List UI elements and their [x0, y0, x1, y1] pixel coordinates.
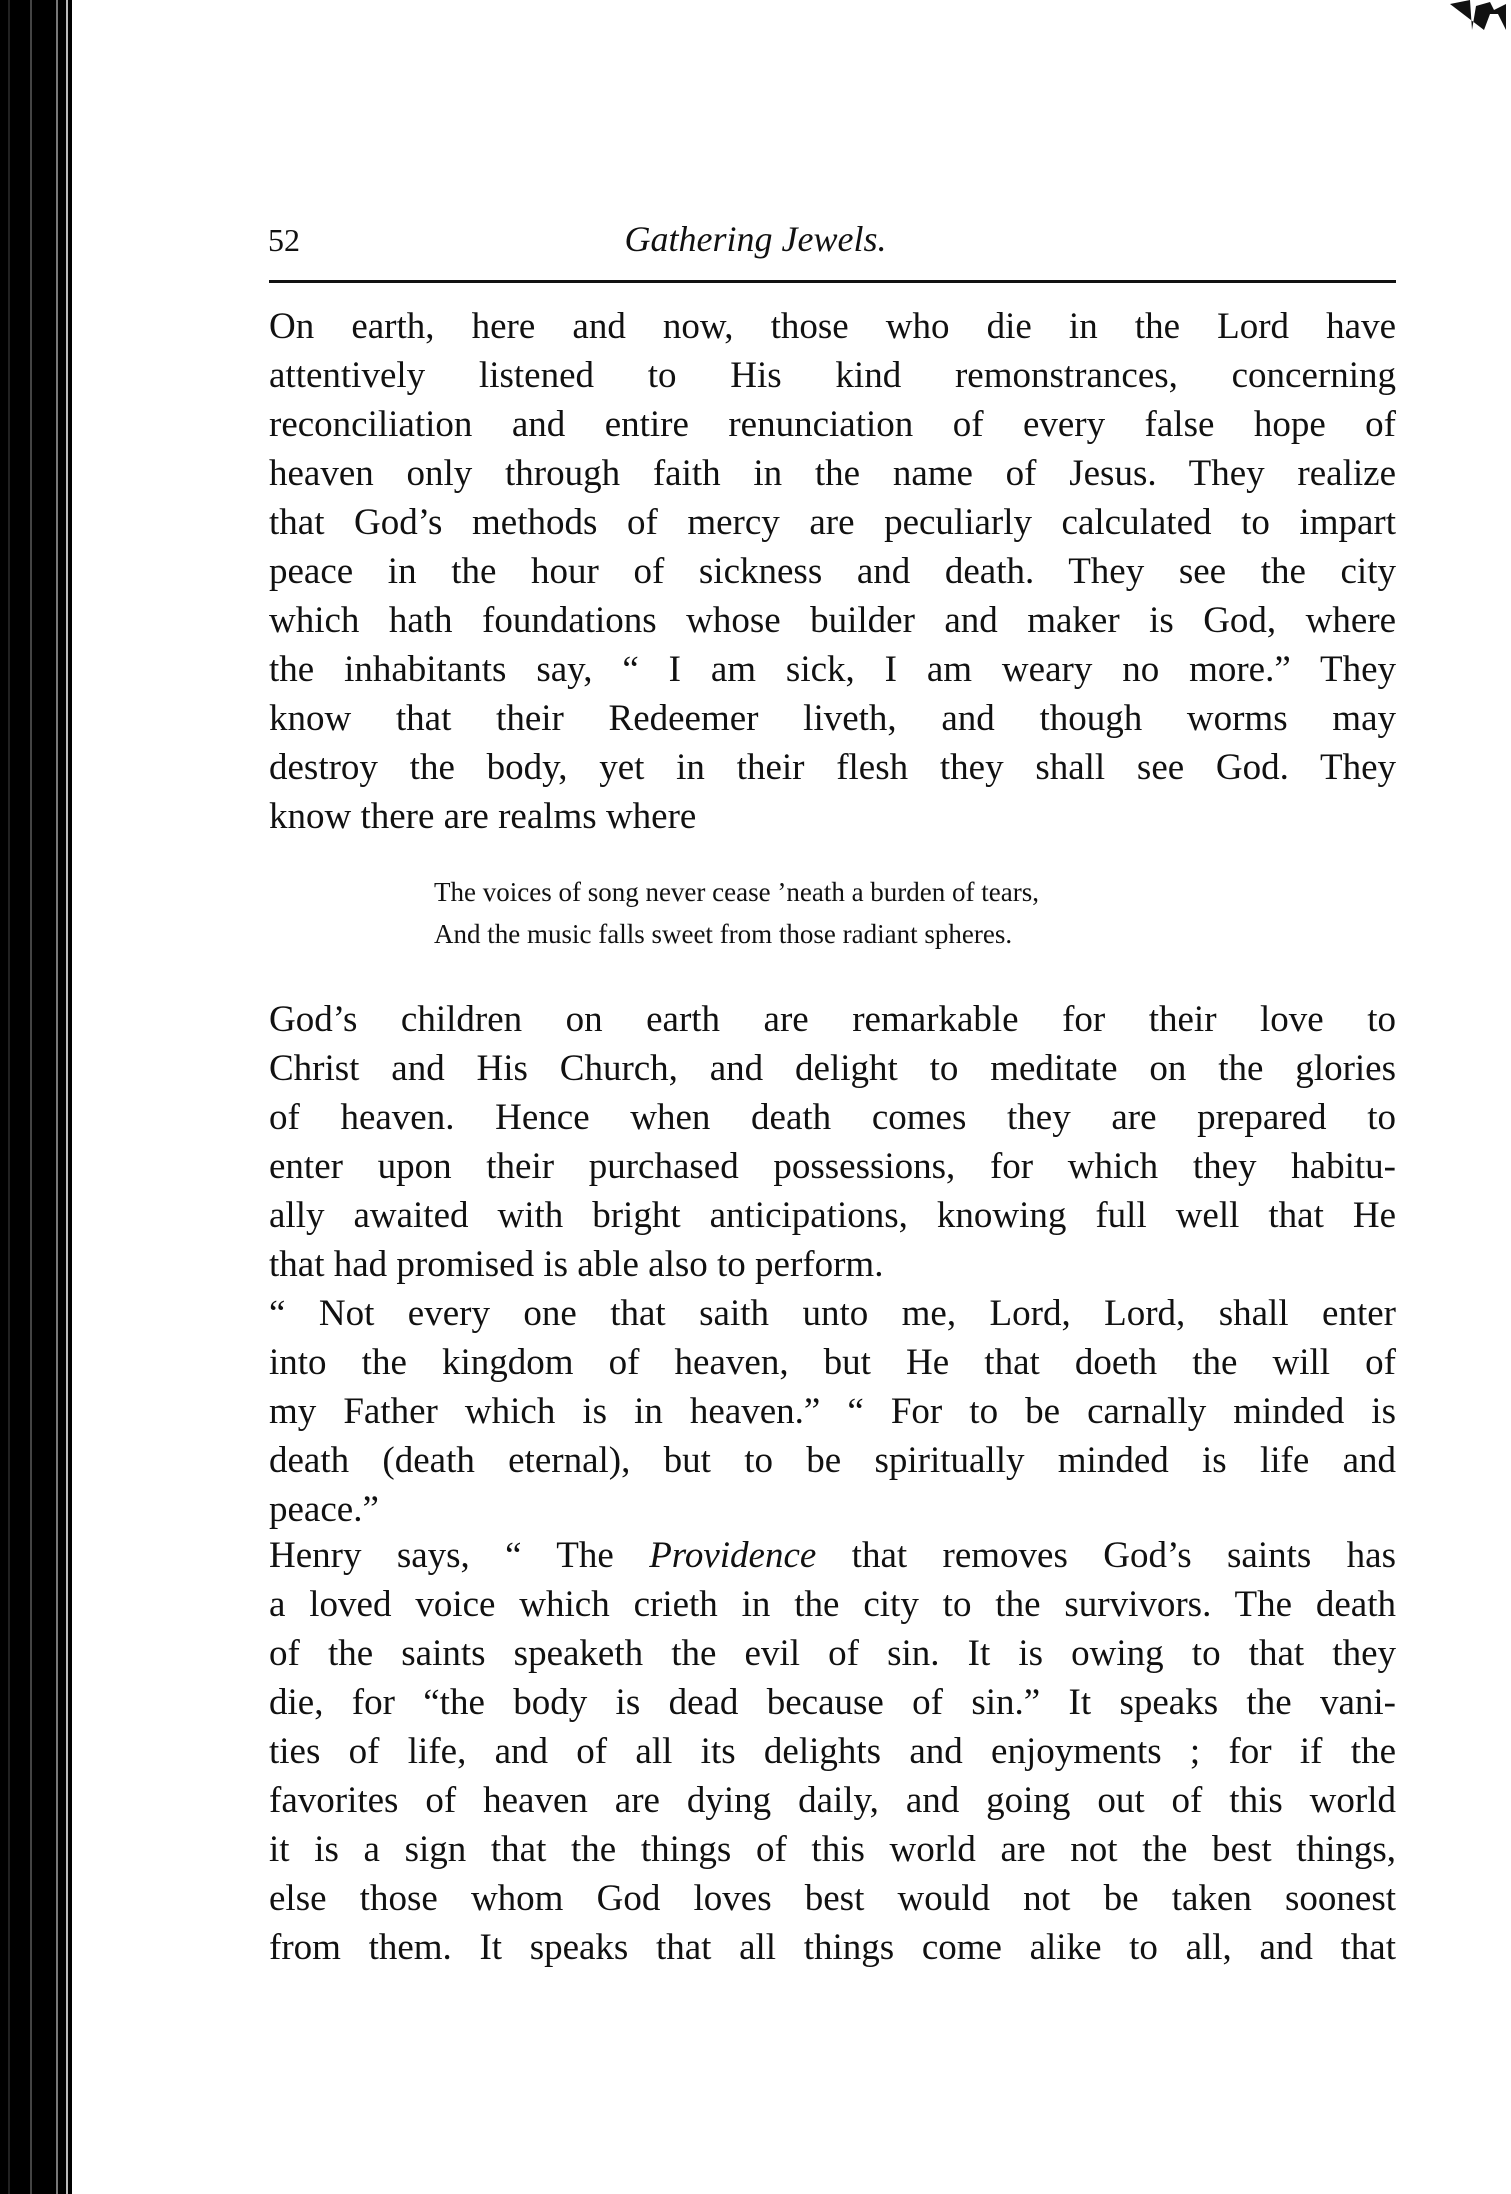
text-line: ties of life, and of all its delights and enjoyments ; for if the — [269, 1731, 1396, 1772]
text-line: the inhabitants say, “ I am sick, I am weary no more.” They — [269, 649, 1396, 690]
text-line: God’s children on earth are remarkable for their love to — [269, 999, 1396, 1040]
text-line: know that their Redeemer liveth, and though worms may — [269, 698, 1396, 739]
text-segment: that removes God’s saints has — [816, 1535, 1396, 1576]
text-line: know there are realms where — [269, 796, 697, 837]
text-line: peace.” — [269, 1489, 379, 1530]
text-segment: Henry says, “ The — [269, 1535, 650, 1576]
text-line: “ Not every one that saith unto me, Lord, Lord, shall enter — [269, 1293, 1396, 1334]
text-line: my Father which is in heaven.” “ For to be carnally minded is — [269, 1391, 1396, 1432]
text-line: it is a sign that the things of this world are not the best things, — [269, 1829, 1396, 1870]
page-number: 52 — [268, 222, 300, 258]
text-line: into the kingdom of heaven, but He that doeth the will of — [269, 1342, 1396, 1383]
text-line: else those whom God loves best would not be taken soonest — [269, 1878, 1396, 1919]
running-title: Gathering Jewels. — [624, 219, 887, 259]
text-line: destroy the body, yet in their flesh they shall see God. They — [269, 747, 1396, 788]
text-line: reconciliation and entire renunciation of every false hope of — [269, 404, 1396, 445]
text-line: from them. It speaks that all things come alike to all, and that — [269, 1927, 1396, 1968]
text-line — [269, 1532, 1396, 1580]
text-line: a loved voice which crieth in the city to the survivors. The death — [269, 1584, 1396, 1625]
text-line: heaven only through faith in the name of Jesus. They realize — [269, 453, 1396, 494]
text-line: attentively listened to His kind remonstrances, concerning — [269, 355, 1396, 396]
poem-line: And the music falls sweet from those radiant spheres. — [434, 919, 1013, 949]
text-line: die, for “the body is dead because of sin.” It speaks the vani- — [269, 1682, 1396, 1723]
text-line: enter upon their purchased possessions, for which they habitu- — [269, 1146, 1396, 1187]
text-line: peace in the hour of sickness and death. They see the city — [269, 551, 1396, 592]
text-line: of heaven. Hence when death comes they are prepared to — [269, 1097, 1396, 1138]
text-line: death (death eternal), but to be spiritually minded is life and — [269, 1440, 1396, 1481]
text-line: of the saints speaketh the evil of sin. It is owing to that they — [269, 1633, 1396, 1674]
poem-line: The voices of song never cease ’neath a burden of tears, — [434, 877, 1039, 907]
text-line: favorites of heaven are dying daily, and going out of this world — [269, 1780, 1396, 1821]
text-line: ally awaited with bright anticipations, knowing full well that He — [269, 1195, 1396, 1236]
text-line: that God’s methods of mercy are peculiarly calculated to impart — [269, 502, 1396, 543]
scan-mark-icon — [1450, 0, 1506, 34]
text-line: Christ and His Church, and delight to meditate on the glories — [269, 1048, 1396, 1089]
italic-text: Providence — [649, 1535, 817, 1576]
text-line: which hath foundations whose builder and maker is God, where — [269, 600, 1396, 641]
header-rule — [269, 280, 1396, 283]
text-line: that had promised is able also to perform. — [269, 1244, 884, 1285]
text-line: On earth, here and now, those who die in the Lord have — [269, 306, 1396, 347]
book-binding-edge — [0, 0, 72, 2194]
